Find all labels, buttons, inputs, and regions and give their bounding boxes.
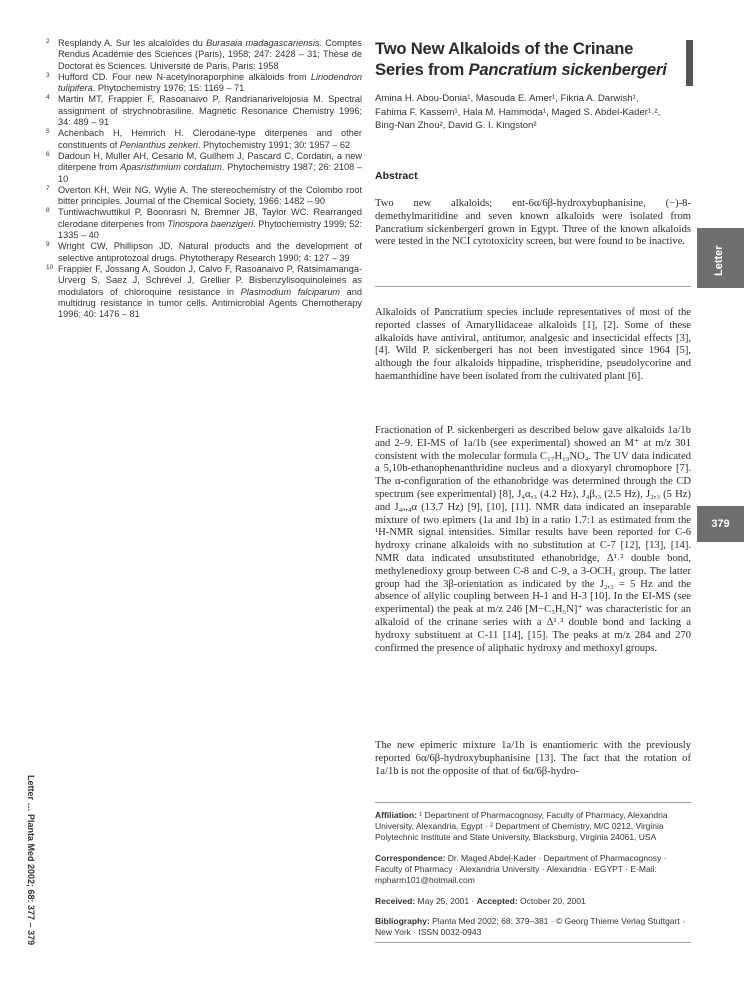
title-accent-bar <box>686 40 693 86</box>
abstract-text: Two new alkaloids; ent-6α/6β-hydroxybuphanisine, (−)-8-demethylmaritidine and seven known alkaloids were isolated from Pancratium sickenbergeri grown in Egypt. Three of the known alkaloids were tested in the NCI cytotoxicity screen, but were found to be inactive. <box>375 198 691 248</box>
received-date: May 25, 2001 · <box>415 896 477 906</box>
accepted-label: Accepted: <box>476 896 518 906</box>
body-paragraph-2: Fractionation of P. sickenbergeri as described below gave alkaloids 1a/1b and 2–9. EI-MS of 1a/1b (see experimental) showed an M⁺ at m/z 301 consistent with the molecular formula C₁₇H₁₉NO₄. The UV data indicated a 5,10b-ethanophenanthridine nucleus and a dioxyaryl chromophore [7]. The α-configuration of the ethanobridge was determined through the CD spectrum (see experimental) [8], J₄α,₃ (4.2 Hz), J₄β,₃ (2.5 Hz), J₂,₃ (5 Hz) and J₄ₐ,₄α (13.7 Hz) [9], [10], [11]. NMR data indicated an inseparable mixture of two epimers (1a and 1b) in a ratio 1.7:1 as estimated from the ¹H-NMR signal intensities. Similar results have been reported for C-6 hydroxy crinane alkaloids with no substitution at C-7 [12], [13], [14]. NMR data indicated unsubstituted ethanobridge, Δ¹˒² double bond, methylenedioxy group between C-8 and C-9, a 3-OCH₃ group. The latter group had the 3β-orientation as indicated by the J₂,₃ = 5 Hz and the absence of allylic coupling between H-1 and H-3 [10]. In the EI-MS (see experimental) the peak at m/z 246 [M−C₃H₅N]⁺ was characteristic for an alkaloid of the crinane series with a Δ¹˒² double bond and lacking a hydroxy substituent at C-11 [14], [15]. The peaks at m/z 284 and 270 confirmed the presence of aliphatic hydroxy and methoxyl groups. <box>375 425 691 654</box>
reference-item: 5 Achenbach H, Hemrich H. Clerodane-type diterpenes and other constituents of Penianthus zenkeri. Phytochemistry 1991; 30: 1957 – 62 <box>46 128 362 150</box>
correspondence-label: Correspondence: <box>375 853 446 863</box>
received-accepted <box>375 896 691 907</box>
page-number: 379 <box>697 506 744 542</box>
reference-item: 9 Wright CW, Phillipson JD. Natural products and the development of selective antiprotozoal drugs. Phytotherapy Research 1990; 4: 127 – 39 <box>46 241 362 263</box>
running-head-text: Letter … Planta Med 2002; 68: 377 – 379 <box>26 775 36 946</box>
footer-divider-top <box>375 802 691 803</box>
reference-item: 2 Resplandy A. Sur les alcaloïdes du Burasaia madagascariensis. Comptes Rendus Académie des Sciences (Paris), 1958; 247: 2428 – 31; Thèse de Doctorat ès Sciences. Université de Paris, Paris: 1958 <box>46 38 362 71</box>
footer-divider-bottom <box>375 942 691 943</box>
reference-item: 8 Tuntiwachwuttikul P, Boonrasri N, Bremner JB, Taylor WC. Rearranged clerodane diterpenes from Tinospora baenzigeri. Phytochemistry 1999; 52: 1335 – 40 <box>46 207 362 241</box>
abstract-heading: Abstract <box>375 170 418 182</box>
body-paragraph-1: Alkaloids of Pancratium species include representatives of most of the reported classes of Amaryllidaceae alkaloids [1], [2]. Some of these alkaloids have antiviral, antitumor, analgesic and insecticidal effects [3], [4]. Wild P. sickenbergeri has not been investigated since 1964 [5], although the four alkaloids hippadine, trispheridine, pseudolycorine and haemanthidine have been isolated from the cultivated plant [6]. <box>375 307 691 382</box>
reference-item: 10 Frappier F, Jossang A, Soudon J, Calvo F, Rasoanaivo P, Ratsimamanga-Urverg S, Saez J, Schrével J, Grellier P. Bisbenzylisoquinoleines as modulators of chloroquine resistance in Plasmodium falciparum and multidrug resistance in tumor cells. Antimicrobial Agents Chemotherapy 1996; 40: 1476 – 81 <box>46 263 362 320</box>
correspondence <box>375 853 691 886</box>
affiliation <box>375 810 691 843</box>
author-line: Bing-Nan Zhou², David G. I. Kingston² <box>375 120 537 132</box>
bibliography-label: Bibliography: <box>375 916 430 926</box>
author-line: Fahima F. Kassem¹, Hala M. Hammoda¹, Maged S. Abdel-Kader¹˒², <box>375 106 661 118</box>
section-tab-label: Letter <box>713 245 725 276</box>
reference-item: 6 Dadoun H, Muller AH, Cesario M, Guilhem J, Pascard C, Cordatin, a new diterpene from Apasristhmium cordatum. Phytochemistry 1987; 26: 2108 – 10 <box>46 150 362 184</box>
reference-item: 4 Martin MT, Frappier F, Rasoanaivo P, Randrianarivelojosia M. Spectral assignment of strychnobrasiline. Magnetic Resonance Chemistry 1996; 34: 489 – 91 <box>46 94 362 128</box>
correspondence-text: Dr. Maged Abdel-Kader · Department of Pharmacognosy · Faculty of Pharmacy · Alexandria University · Alexandria · EGYPT · E-Mail: mpharm101@hotmail.com <box>375 853 667 885</box>
reference-item: 7 Overton KH, Weir NG, Wylie A. The stereochemistry of the Colombo root bitter principles. Journal of the Chemical Society, 1966: 1482 – 90 <box>46 184 362 207</box>
affiliation-label: Affiliation: <box>375 810 418 820</box>
bibliography-text: Planta Med 2002; 68: 379–381 · © Georg Thieme Verlag Stuttgart · New York · ISSN 0032-0943 <box>375 916 685 937</box>
affiliation-text: ¹ Department of Pharmacognosy, Faculty of Pharmacy, Alexandria University, Alexandria, Egypt · ² Department of Chemistry, M/C 0212, Virginia Polytechnic Institute and State University, Blacksburg, Virginia 24061, USA <box>375 810 668 842</box>
author-list <box>375 92 693 133</box>
article-title-block <box>375 38 690 80</box>
bibliography <box>375 916 691 938</box>
running-head <box>22 775 38 990</box>
received-label: Received: <box>375 896 416 906</box>
reference-item: 3 Hufford CD. Four new N-acetylnoraporphine alkaloids from Liriodendron tulipifera. Phytochemistry 1976; 15: 1169 – 71 <box>46 71 362 94</box>
abstract-divider <box>375 286 691 287</box>
reference-list <box>46 38 362 320</box>
section-tab <box>697 228 744 288</box>
article-title: Two New Alkaloids of the Crinane Series from Pancratium sickenbergeri <box>375 39 667 79</box>
body-paragraph-3: The new epimeric mixture 1a/1b is enantiomeric with the previously reported 6α/6β-hydroxybuphanisine [13]. The fact that the rotation of 1a/1b is not the opposite of that of 6α/6β-hydro- <box>375 740 691 777</box>
accepted-date: October 20, 2001 <box>517 896 586 906</box>
author-line: Amina H. Abou-Donia¹, Masouda E. Amer¹, Fikria A. Darwish¹, <box>375 93 639 104</box>
